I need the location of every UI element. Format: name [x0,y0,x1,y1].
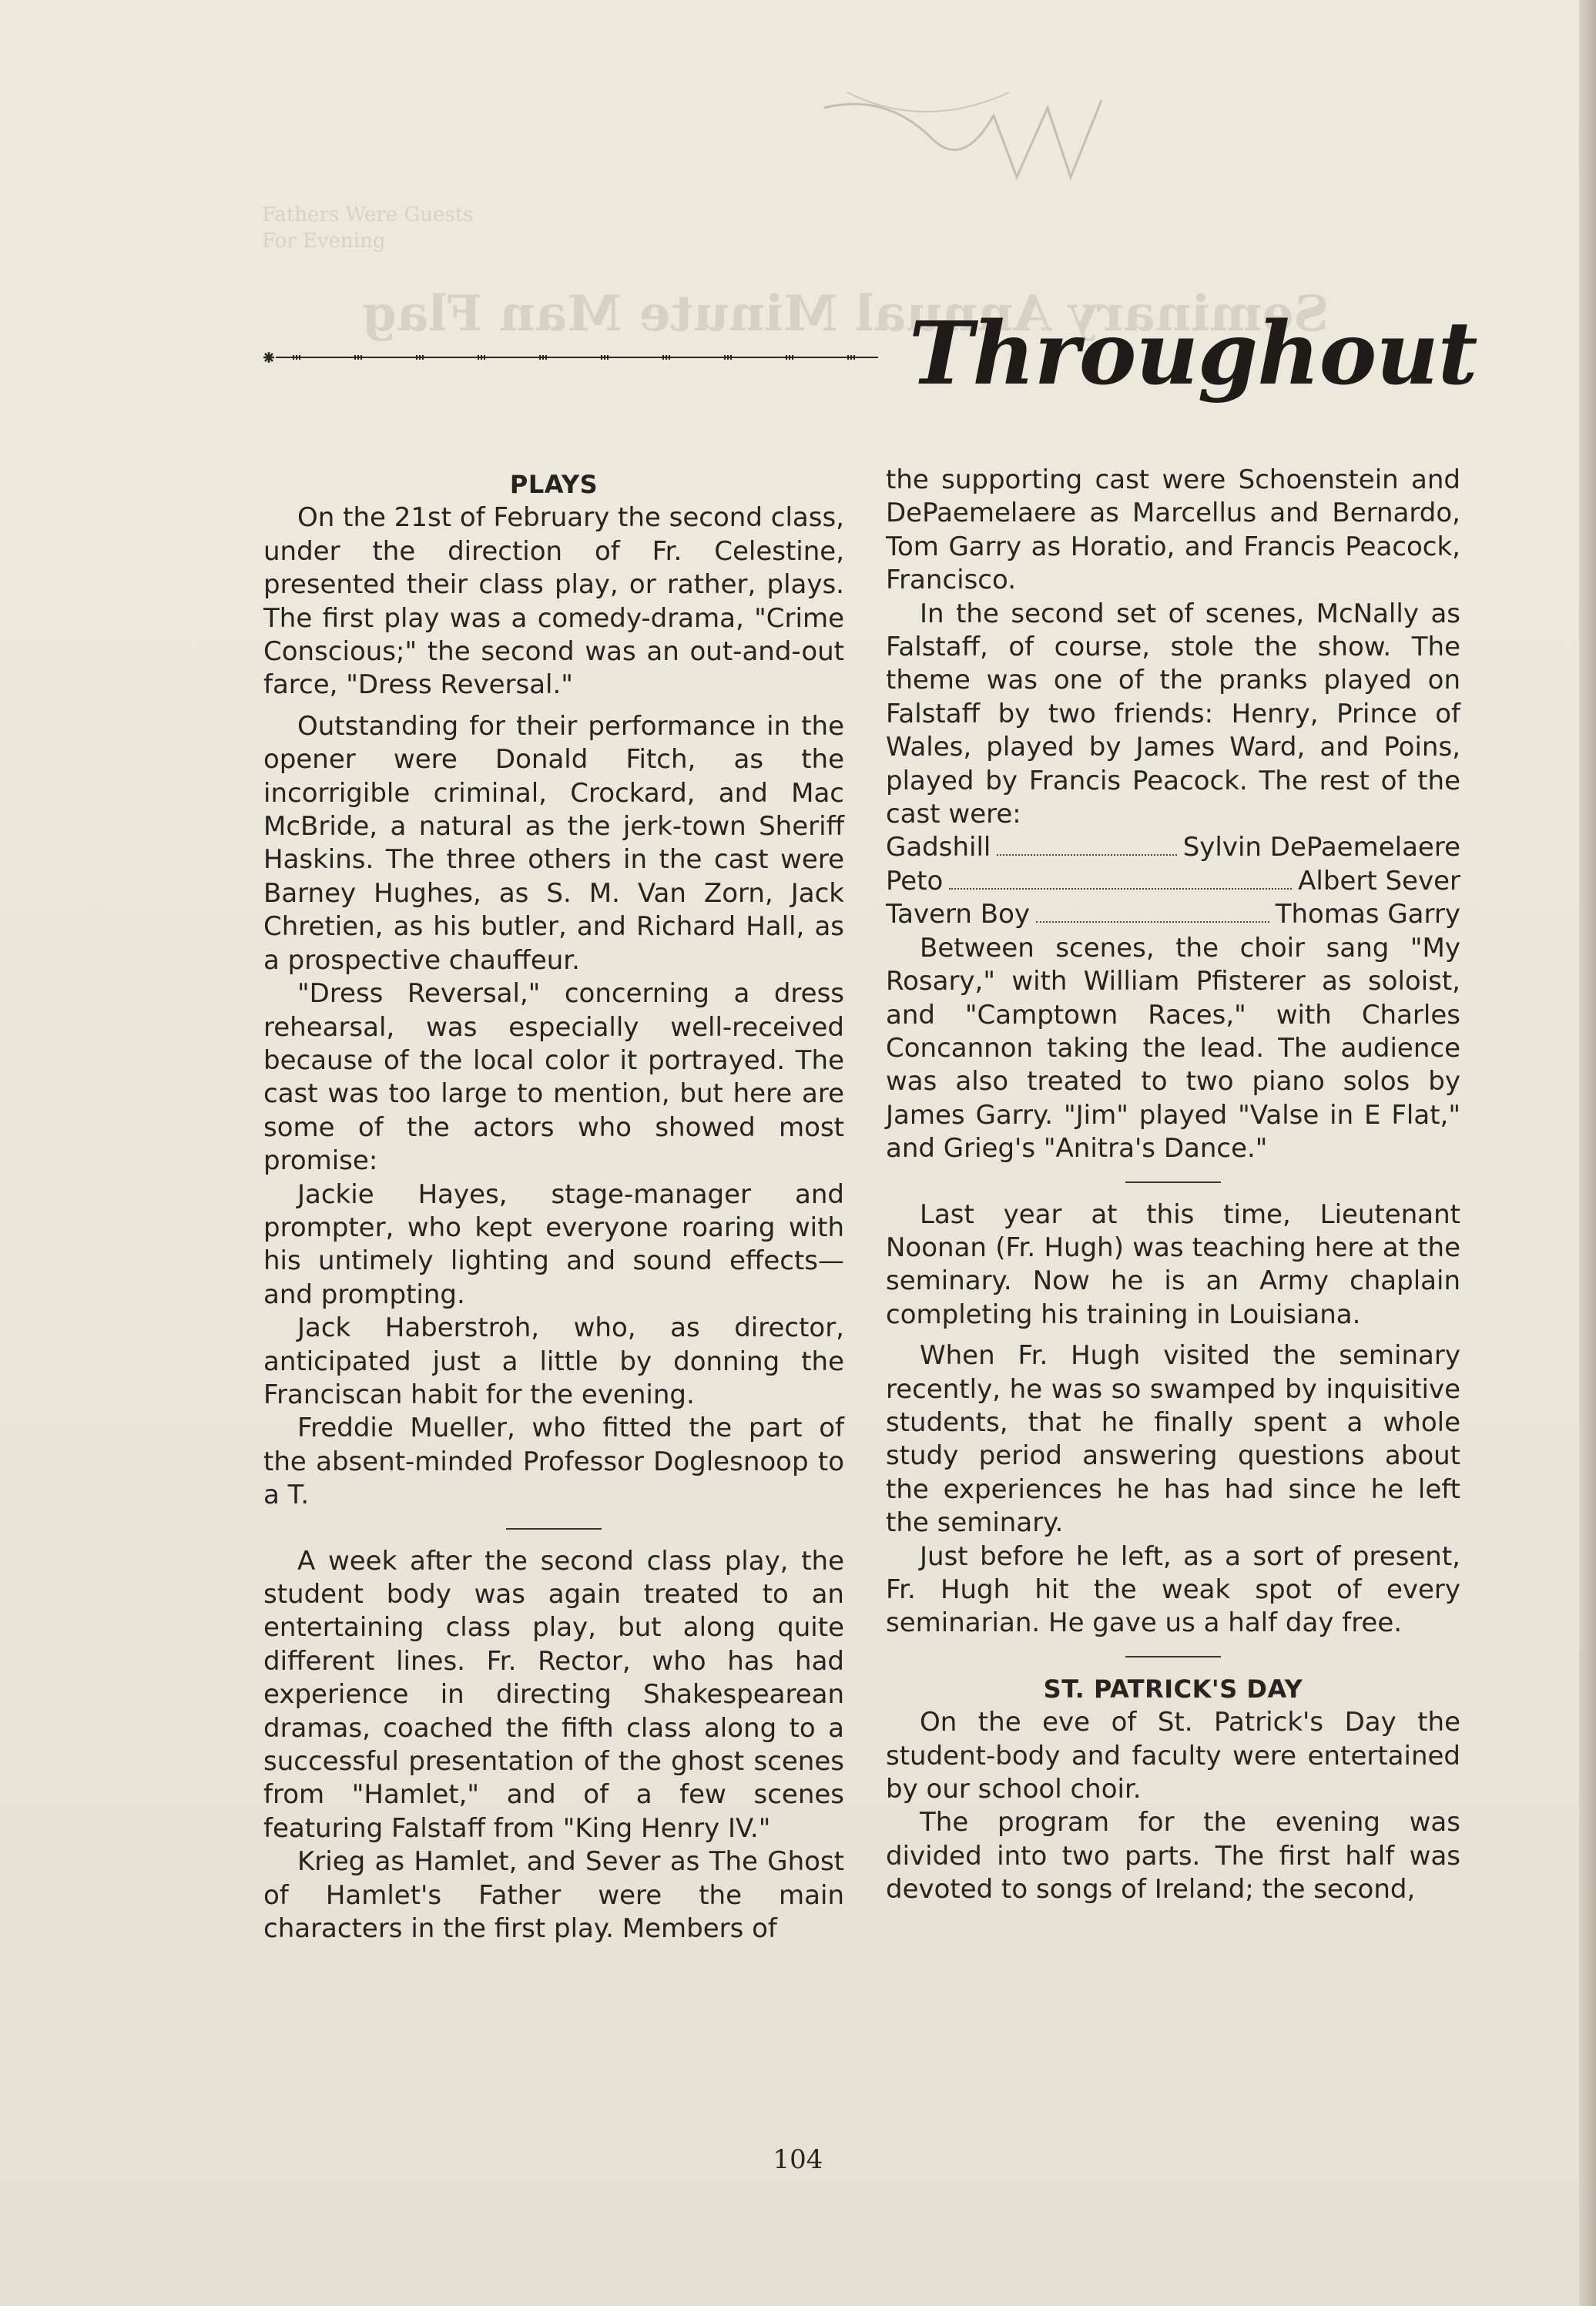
section-title-plays: PLAYS [509,470,598,499]
cast-row [886,898,1460,931]
paragraph: Jack Haberstroh, who, as director, anticipated just a little by donning the Franciscan habit for the evening. [263,1312,844,1410]
cast-role: Peto [886,865,944,897]
bleed-through-line: For Evening [262,230,386,253]
left-column [263,464,844,1946]
page-binding-edge [1579,0,1596,2306]
section-divider [506,1528,602,1530]
page-heading: Throughout [909,303,1477,404]
paragraph: Outstanding for their performance in the opener were Donald Fitch, as the incorrigible criminal, Crockard, and Mac McBride, a natural as the jerk-town Sheriff Haskins. The three others in the cast were Barney Hughes, as S. M. Van Zorn, Jack Chretien, as his butler, and Richard Hall, as a prospective chauffeur. [263,710,844,976]
leader-dots [1036,921,1269,923]
page-number: 104 [773,2144,823,2175]
paragraph: On the 21st of February the second class, under the direction of Fr. Celestine, presented their class play, or rather, plays. The first play was a comedy-drama, "Crime Conscious;" the second was an out-and-out farce, "Dress Reversal." [263,502,844,701]
paragraph: "Dress Reversal," concerning a dress rehearsal, was especially well-received because of the local color it portrayed. The cast was too large to mention, but here are some of the actors who showed most promise: [263,978,844,1177]
pencil-scribble-icon [816,85,1109,200]
bleed-through-title: Seminary Annual Minute Man Flag [362,285,1329,343]
decorative-rule [262,348,878,367]
leader-dots [997,854,1176,856]
section-divider [1125,1656,1221,1657]
paragraph: A week after the second class play, the student body was again treated to an entertaining class play, but along quite different lines. Fr. Rector, who has had experience in directing Shakespearean dramas, coached the fifth class along to a successful presentation of the ghost scenes from "Hamlet," and of a few scenes featuring Falstaff from "King Henry IV." [263,1545,844,1844]
paragraph: Last year at this time, Lieutenant Noonan (Fr. Hugh) was teaching here at the seminary. Now he is an Army chaplain completing his training in Louisiana. [886,1198,1460,1330]
section-title-st-patricks-day: ST. PATRICK'S DAY [1043,1674,1303,1704]
paragraph: On the eve of St. Patrick's Day the student-body and faculty were entertained by our school choir. [886,1707,1460,1805]
paragraph: Jackie Hayes, stage-manager and prompter, who kept everyone roaring with his untimely lighting and sound effects—and prompting. [263,1178,844,1310]
right-column [886,464,1460,1907]
cast-actor: Albert Sever [1298,865,1460,897]
cast-actor: Sylvin DePaemelaere [1182,832,1460,863]
cast-actor: Thomas Garry [1275,899,1460,930]
cast-row [886,865,1460,898]
paragraph: the supporting cast were Schoenstein and DePaemelaere as Marcellus and Bernardo, Tom Garry as Horatio, and Francis Peacock, Francisco. [886,464,1460,596]
cast-list [886,831,1460,931]
paragraph: The program for the evening was divided into two parts. The first half was devoted to songs of Ireland; the second, [886,1807,1460,1905]
leader-dots [949,888,1292,890]
section-divider [1125,1181,1221,1183]
cast-role: Gadshill [886,832,991,863]
bleed-through-text [262,202,474,254]
bleed-through-line: Fathers Were Guests [262,203,474,226]
cast-row [886,831,1460,864]
paragraph: In the second set of scenes, McNally as Falstaff, of course, stole the show. The theme was one of the pranks played on Falstaff by two friends: Henry, Prince of Wales, played by James Ward, and Poins, played by Francis Peacock. The rest of the cast were: [886,598,1460,830]
paragraph: Between scenes, the choir sang "My Rosary," with William Pfisterer as soloist, and "Camptown Races," with Charles Concannon taking the lead. The audience was also treated to two piano solos by James Garry. "Jim" played "Valse in E Flat," and Grieg's "Anitra's Dance." [886,932,1460,1165]
cast-role: Tavern Boy [886,899,1030,930]
paragraph: Krieg as Hamlet, and Sever as The Ghost of Hamlet's Father were the main characters in the first play. Members of [263,1846,844,1945]
paragraph: When Fr. Hugh visited the seminary recently, he was so swamped by inquisitive students, that he finally spent a whole study period answering questions about the experiences he has had since he left the seminary. [886,1340,1460,1539]
paragraph: Just before he left, as a sort of present, Fr. Hugh hit the weak spot of every seminarian. He gave us a half day free. [886,1540,1460,1639]
paragraph: Freddie Mueller, who fitted the part of the absent-minded Professor Doglesnoop to a T. [263,1413,844,1511]
